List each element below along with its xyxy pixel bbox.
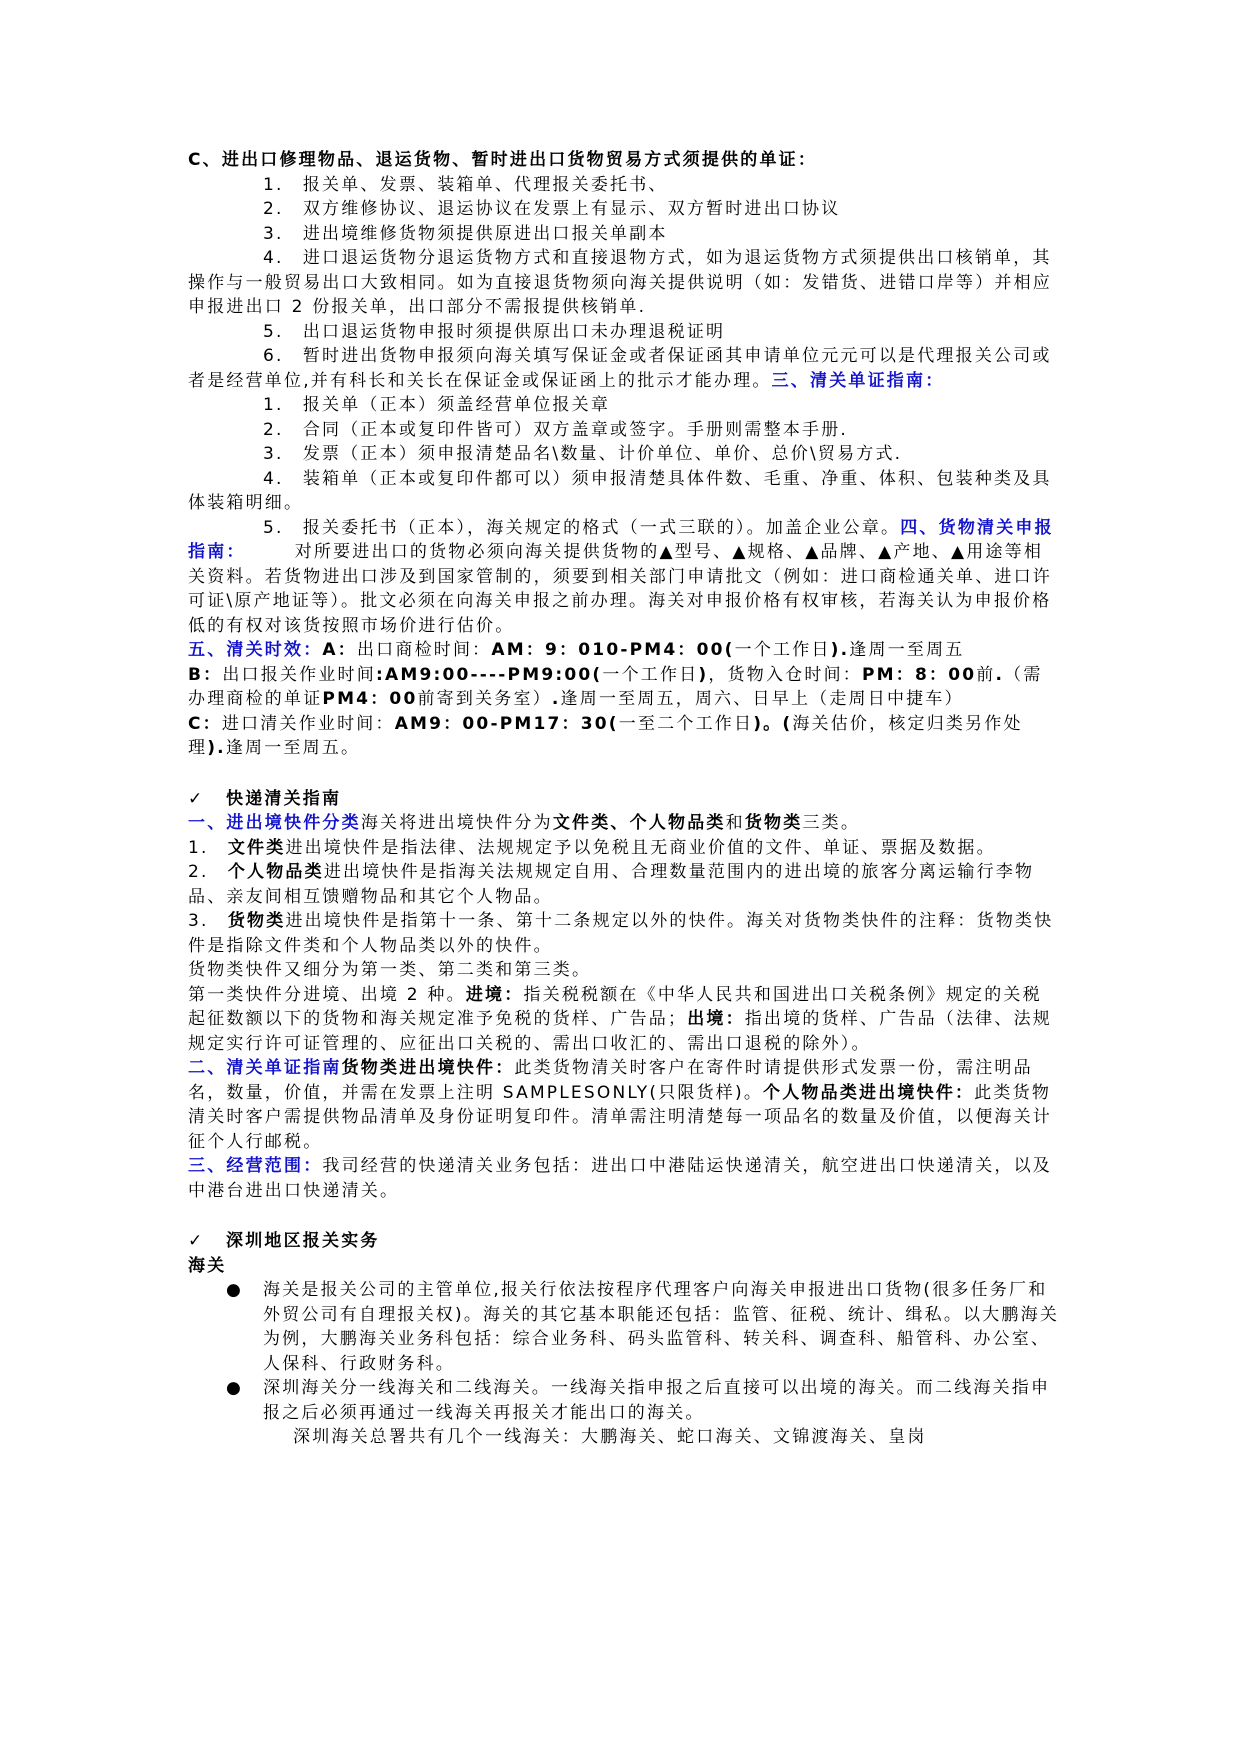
section-c-item-6-text: 6. 暂时进出货物申报须向海关填写保证金或者保证函其申请单位元元可以是代理报关公司或者是经营单位,并有科长和关长在保证金或保证函上的批示才能办理。: [188, 346, 1052, 391]
time-c-punct: )。(: [753, 713, 793, 734]
section-4-heading: 四、货物清关申报指南：: [188, 517, 1054, 562]
section-3-heading: 三、清关单证指南：: [771, 370, 945, 391]
express-text: 和: [725, 813, 745, 833]
section-c-item: 2. 双方维修协议、退运协议在发票上有显示、双方暂时进出口协议: [263, 199, 841, 219]
express-h2: 二、清关单证指南: [188, 1058, 342, 1078]
item-number: 1.: [188, 837, 209, 858]
bullet-item: [188, 1278, 1060, 1376]
section-5-line-b: [188, 663, 1060, 712]
time-a-text: 出口商检时间：: [356, 640, 492, 660]
section-5-heading: 五、清关时效：: [188, 640, 323, 660]
express-bold: 个人物品类: [227, 862, 324, 882]
shenzhen-title-line: [188, 1229, 1060, 1254]
time-c-hours: AM9：00-PM17：30(: [394, 713, 619, 734]
express-p4: 货物类快件又细分为第一类、第二类和第三类。: [188, 960, 592, 980]
express-bold: 货物类: [744, 813, 803, 833]
checkmark-icon: ✓: [188, 1231, 205, 1251]
section-c-item: 1. 报关单、发票、装箱单、代理报关委托书、: [263, 174, 668, 195]
section-c-item: 3. 进出境维修货物须提供原进出口报关单副本: [263, 223, 668, 244]
express-bold: 货物类进出境快件：: [341, 1058, 515, 1078]
section-3-item-5-text: 5. 报关委托书（正本），海关规定的格式（一式三联的）。加盖企业公章。: [263, 517, 901, 538]
time-b-hours: :AM9:00----PM9:00(: [375, 664, 603, 685]
section-5-line-a: [188, 638, 1060, 663]
time-b-text: 前: [976, 664, 996, 685]
express-h1: 一、进出境快件分类: [188, 813, 361, 833]
express-text: 三类。: [802, 813, 861, 833]
checkmark-icon: ✓: [188, 788, 205, 809]
express-bold: 进境：: [465, 984, 524, 1005]
time-b-text: 前寄到关务室）: [417, 689, 552, 709]
time-a-hours: AM：9：010-PM4：00(: [491, 640, 735, 660]
section-3-item: 4. 装箱单（正本或复印件都可以）须申报清楚具体件数、毛重、净重、体积、包装种类及具体装箱明细。: [188, 468, 1052, 513]
express-bold: 出境：: [687, 1009, 745, 1029]
time-a-text: 一个工作日: [734, 640, 831, 660]
time-b-hours: PM4：00: [322, 689, 418, 709]
section-c-heading: C、进出口修理物品、退运货物、暂时进出口货物贸易方式须提供的单证：: [188, 150, 818, 170]
time-c-text: 一至二个工作日: [618, 713, 754, 734]
item-number: 3.: [188, 911, 209, 931]
time-a-label: A：: [322, 640, 357, 660]
time-b-hours: PM：8：00: [861, 664, 977, 685]
time-b-punct: ): [698, 664, 709, 685]
express-bold: 货物类: [227, 911, 286, 931]
express-h3: 三、经营范围：: [188, 1156, 323, 1176]
item-number: 2.: [188, 862, 209, 882]
time-b-label: B：: [188, 664, 223, 685]
section-5-line-c: [188, 712, 1060, 761]
express-text: 此类货物清关时客户需提供物品清单及身份证明复印件。清单需注明清楚每一项品名的数量及价值，以便海关计征个人行邮税。: [188, 1082, 1052, 1152]
time-a-text: 逢周一至周五: [849, 640, 965, 660]
time-c-punct: ).: [207, 738, 226, 758]
time-b-text: ，货物入仓时间：: [708, 664, 862, 685]
express-text: 指出境的货样、广告品（法律、法规规定实行许可证管理的、应征出口关税的、需出口收汇的、需出口退税的除外）。: [188, 1009, 1053, 1054]
express-title-line: [188, 787, 1060, 812]
time-b-text: 一个工作日: [602, 664, 699, 685]
time-b-text: 逢周一至周五，周六、日早上（走周日中捷车）: [560, 689, 964, 709]
express-text: 进出境快件是指海关法规规定自用、合理数量范围内的进出境的旅客分离运输行李物品、亲友间相互馈赠物品和其它个人物品。: [188, 862, 1035, 907]
time-b-punct: .: [551, 689, 561, 709]
spacer: [188, 761, 1060, 787]
express-text: 海关将进出境快件分为: [360, 813, 553, 833]
shenzhen-last-line: 深圳海关总署共有几个一线海关：大鹏海关、蛇口海关、文锦渡海关、皇岗: [293, 1427, 927, 1447]
time-c-text: 进口清关作业时间：: [221, 713, 395, 734]
express-text: 此类货物清关时客户在寄件时请提供形式发票一份，需注明品名，数量，价值，并需在发票上注明 SAMPLESONLY(只限货样)。: [188, 1058, 1033, 1103]
time-b-punct: .: [995, 664, 1005, 685]
time-b-text: 出口报关作业时间: [222, 664, 376, 685]
express-title: 快递清关指南: [226, 788, 342, 809]
express-item-2: [188, 860, 1060, 909]
express-item-1: [188, 836, 1060, 861]
section-3-item: 3. 发票（正本）须申报清楚品名\数量、计价单位、单价、总价\贸易方式.: [263, 444, 903, 464]
bullet-icon: ●: [226, 1378, 244, 1398]
express-bold: 文件类、个人物品类: [552, 813, 726, 833]
bullet-text: 深圳海关分一线海关和二线海关。一线海关指申报之后直接可以出境的海关。而二线海关指申报之后必须再通过一线海关再报关才能出口的海关。: [263, 1378, 1051, 1423]
express-p5: [188, 983, 1060, 1057]
express-text: 第一类快件分进境、出境 2 种。: [188, 984, 466, 1005]
time-c-label: C：: [188, 713, 222, 734]
bullet-text: 海关是报关公司的主管单位,报关行依法按程序代理客户向海关申报进出口货物(很多任务厂和外贸公司有自理报关权)。海关的其它基本职能还包括：监管、征税、统计、缉私。以大鹏海关为例，大鹏海关业务科包括：综合业务科、码头监管科、转关科、调查科、船管科、办公室、人保科、行政财务科。: [263, 1280, 1060, 1374]
express-s2: [188, 1056, 1060, 1154]
express-text: 我司经营的快递清关业务包括：进出口中港陆运快递清关，航空进出口快递清关，以及中港台进出口快递清关。: [188, 1156, 1053, 1201]
section-c-item: 4. 进口退运货物分退运货物方式和直接退物方式，如为退运货物方式须提供出口核销单，其操作与一般贸易出口大致相同。如为直接退货物须向海关提供说明（如：发错货、进错口岸等）并相应申报进出口 2 份报关单，出口部分不需报提供核销单.: [188, 248, 1052, 317]
shenzhen-title: 深圳地区报关实务: [226, 1231, 380, 1251]
section-c-item: 5. 出口退运货物申报时须提供原出口未办理退税证明: [263, 321, 726, 342]
section-4-text: 对所要进出口的货物必须向海关提供货物的▲型号、▲规格、▲品牌、▲产地、▲用途等相关资料。若货物进出口涉及到国家管制的，须要到相关部门申请批文（例如：进口商检通关单、进口许可证\原产地证等）。批文必须在向海关申报之前办理。海关对申报价格有权审核，若海关认为申报价格低的有权对该货按照市场价进行估价。: [188, 542, 1052, 636]
time-c-text: 逢周一至周五。: [225, 738, 361, 758]
time-a-punct: ).: [830, 640, 850, 660]
section-3-item: 1. 报关单（正本）须盖经营单位报关章: [263, 395, 611, 415]
bullet-item: [188, 1376, 1060, 1425]
express-text: 进出境快件是指法律、法规规定予以免税且无商业价值的文件、单证、票据及数据。: [285, 837, 996, 858]
express-s3: [188, 1154, 1060, 1203]
time-b-text: （需办理商检的单证: [188, 664, 1043, 709]
section-3-item-5: [188, 516, 1060, 639]
shenzhen-subtitle: 海关: [188, 1255, 227, 1276]
document-body: [188, 148, 1060, 1450]
section-3-item: 2. 合同（正本或复印件皆可）双方盖章或签字。手册则需整本手册.: [263, 419, 849, 440]
section-c-item-6: [188, 344, 1060, 393]
bullet-icon: ●: [226, 1280, 244, 1300]
express-bold: 文件类: [227, 837, 286, 858]
express-text: 进出境快件是指第十一条、第十二条规定以外的快件。海关对货物类快件的注释：货物类快件是指除文件类和个人物品类以外的快件。: [188, 911, 1054, 956]
express-item-3: [188, 909, 1060, 958]
spacer: [188, 1203, 1060, 1229]
time-c-text: 海关估价，核定归类另作处理: [188, 713, 1023, 758]
express-bold: 个人物品类进出境快件：: [763, 1082, 975, 1103]
express-text: 指关税税额在《中华人民共和国进出口关税条例》规定的关税起征数额以下的货物和海关规定准予免税的货样、广告品；: [188, 984, 1042, 1029]
express-s1: [188, 811, 1060, 836]
